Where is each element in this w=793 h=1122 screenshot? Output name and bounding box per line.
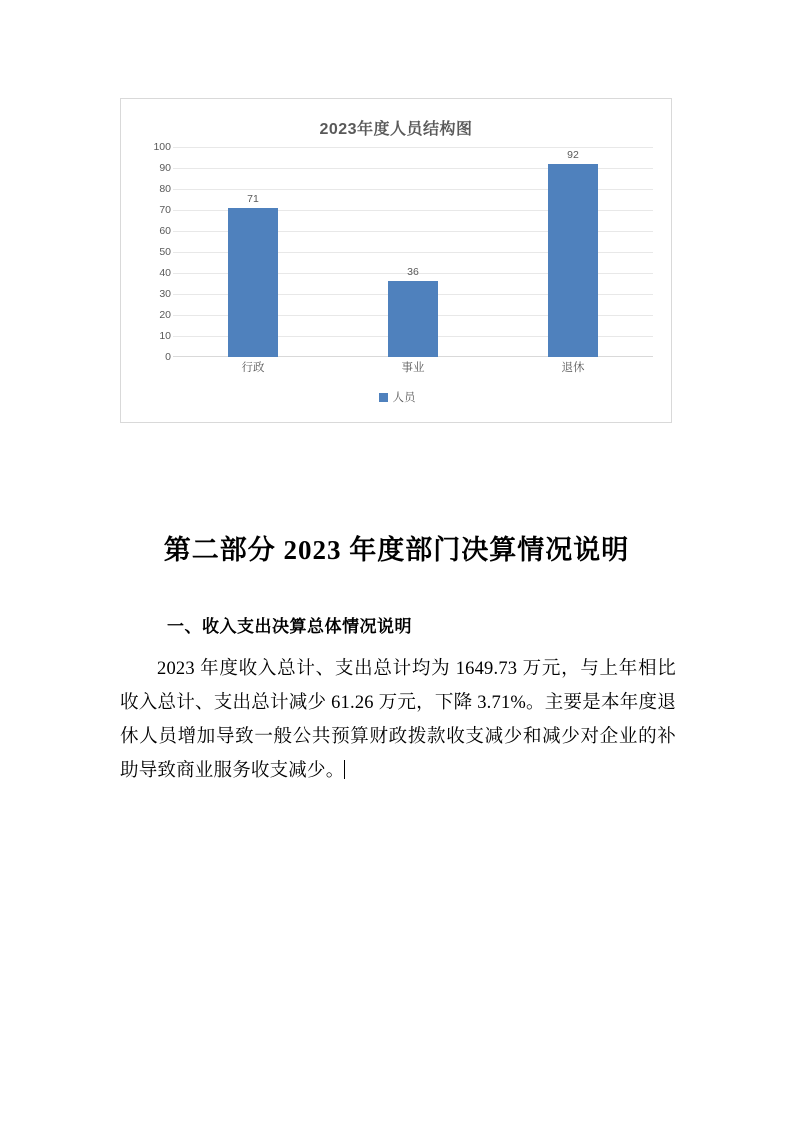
y-tick-label: 60: [159, 225, 171, 237]
y-tick-label: 70: [159, 204, 171, 216]
bar-group: [493, 147, 653, 357]
x-tick-label: 事业: [401, 362, 425, 374]
bar-value-label: 92: [567, 149, 579, 161]
bar-group: [173, 147, 333, 357]
legend-label: 人员: [392, 392, 416, 404]
bar: [228, 208, 278, 357]
chart-title: 2023年度人员结构图: [319, 121, 473, 138]
x-tick-label: 退休: [561, 362, 585, 374]
section-heading: 一、收入支出决算总体情况说明: [167, 617, 412, 636]
y-tick-label: 80: [159, 183, 171, 195]
bar: [388, 281, 438, 357]
text-caret: [344, 760, 345, 779]
y-tick-label: 20: [159, 309, 171, 321]
page-title: 第二部分 2023 年度部门决算情况说明: [163, 535, 630, 565]
y-tick-label: 90: [159, 162, 171, 174]
x-tick-label: 行政: [241, 362, 265, 374]
chart-bars: [173, 147, 653, 357]
y-tick-label: 100: [153, 141, 171, 153]
y-tick-label: 30: [159, 288, 171, 300]
y-tick-label: 50: [159, 246, 171, 258]
personnel-structure-chart: [120, 98, 672, 423]
body-paragraph: [120, 652, 676, 788]
bar-group: [333, 147, 493, 357]
chart-plot-area: [121, 141, 673, 377]
legend-swatch-icon: [379, 393, 388, 402]
y-tick-label: 10: [159, 330, 171, 342]
bar: [548, 164, 598, 357]
bar-value-label: 36: [407, 266, 419, 279]
bar-value-label: 71: [247, 193, 259, 205]
paragraph-text: 2023 年度收入总计、支出总计均为 1649.73 万元，与上年相比收入总计、支出总计减少 61.26 万元，下降 3.71%。主要是本年度退休人员增加导致一般公共预算财政拨款收支减少和减少对企业的补助导致商业服务收支减少。: [120, 659, 676, 781]
y-tick-label: 40: [159, 267, 171, 279]
y-axis: [135, 141, 171, 363]
x-axis: [173, 359, 653, 375]
y-tick-label: 0: [165, 351, 171, 363]
chart-legend: [121, 389, 673, 405]
